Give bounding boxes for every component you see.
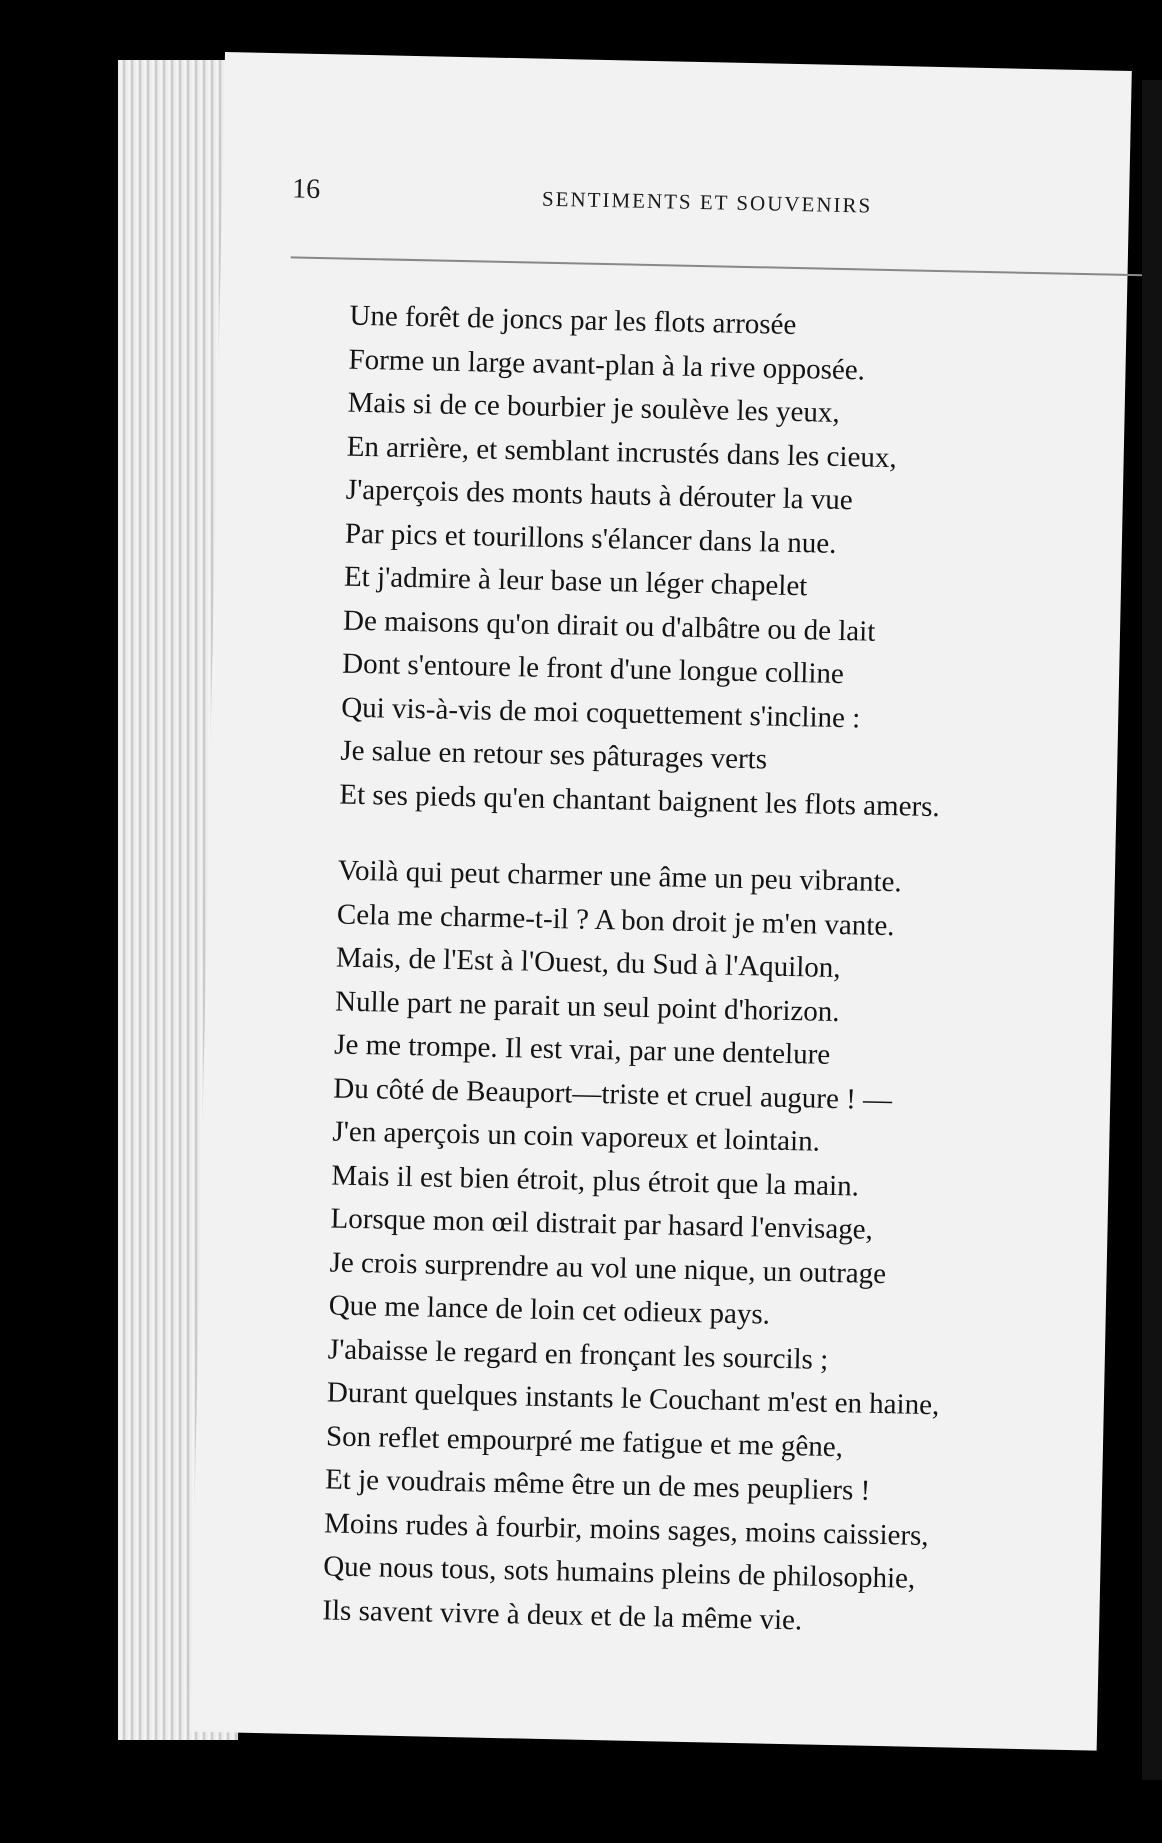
verse-line: Et j'admire à leur base un léger chapelet bbox=[343, 560, 808, 603]
header-rule bbox=[291, 256, 1151, 276]
scan-border bbox=[1142, 80, 1162, 1780]
verse-line: Voilà qui peut charmer une âme un peu vibrante. bbox=[337, 854, 903, 899]
verse-line: J'abaisse le regard en fronçant les sourcils ; bbox=[327, 1332, 829, 1376]
verse-line: Qui vis-à-vis de moi coquettement s'incline : bbox=[340, 691, 861, 734]
verse-line: Nulle part ne parait un seul point d'horizon. bbox=[334, 985, 840, 1028]
verse-line: De maisons qu'on dirait ou d'albâtre ou de lait bbox=[342, 604, 876, 648]
verse-line: Du côté de Beauport—triste et cruel augure ! — bbox=[332, 1071, 893, 1116]
verse-line: Par pics et tourillons s'élancer dans la nue. bbox=[344, 517, 837, 560]
verse-line: Je salue en retour ses pâturages verts bbox=[340, 734, 768, 776]
verse-line: Son reflet empourpré me fatigue et me gêne, bbox=[325, 1419, 844, 1463]
verse-line: Lorsque mon œil distrait par hasard l'envisage, bbox=[330, 1202, 874, 1246]
book-page bbox=[190, 52, 1132, 1751]
verse-line: En arrière, et semblant incrustés dans les cieux, bbox=[346, 430, 897, 474]
verse-line: Et je voudrais même être un de mes peupliers ! bbox=[324, 1463, 871, 1507]
verse-line: Moins rudes à fourbir, moins sages, moins caissiers, bbox=[323, 1506, 929, 1552]
verse-line: Forme un large avant-plan à la rive opposée. bbox=[348, 343, 866, 386]
verse-line: Une forêt de joncs par les flots arrosée bbox=[349, 299, 797, 342]
verse-line: Mais, de l'Est à l'Ouest, du Sud à l'Aquilon, bbox=[335, 941, 841, 985]
running-head bbox=[292, 173, 1053, 229]
stanza-1 bbox=[339, 295, 1110, 833]
verse-line: Mais si de ce bourbier je soulève les yeux, bbox=[347, 386, 840, 429]
verse-line: J'en aperçois un coin vaporeux et lointain. bbox=[332, 1115, 821, 1158]
verse-line: Que nous tous, sots humains pleins de philosophie, bbox=[322, 1550, 916, 1595]
stanza-2 bbox=[322, 850, 1098, 1649]
verse-line: Dont s'entoure le front d'une longue colline bbox=[341, 647, 845, 691]
verse-line: Je crois surprendre au vol une nique, un outrage bbox=[329, 1245, 887, 1290]
verse-line: J'aperçois des monts hauts à dérouter la vue bbox=[345, 473, 854, 517]
page-number: 16 bbox=[291, 173, 321, 206]
verse-line: Je me trompe. Il est vrai, par une dentelure bbox=[333, 1028, 831, 1071]
verse-line: Durant quelques instants le Couchant m'est en haine, bbox=[326, 1376, 940, 1422]
verse-line: Cela me charme-t-il ? A bon droit je m'en vante. bbox=[336, 898, 895, 942]
verse-line: Ils savent vivre à deux et de la même vie. bbox=[322, 1593, 803, 1636]
verse-line: Et ses pieds qu'en chantant baignent les flots amers. bbox=[339, 778, 941, 823]
header-title: SENTIMENTS ET SOUVENIRS bbox=[541, 186, 873, 218]
verse-line: Mais il est bien étroit, plus étroit que la main. bbox=[331, 1158, 860, 1203]
verse-line: Que me lance de loin cet odieux pays. bbox=[328, 1289, 771, 1331]
